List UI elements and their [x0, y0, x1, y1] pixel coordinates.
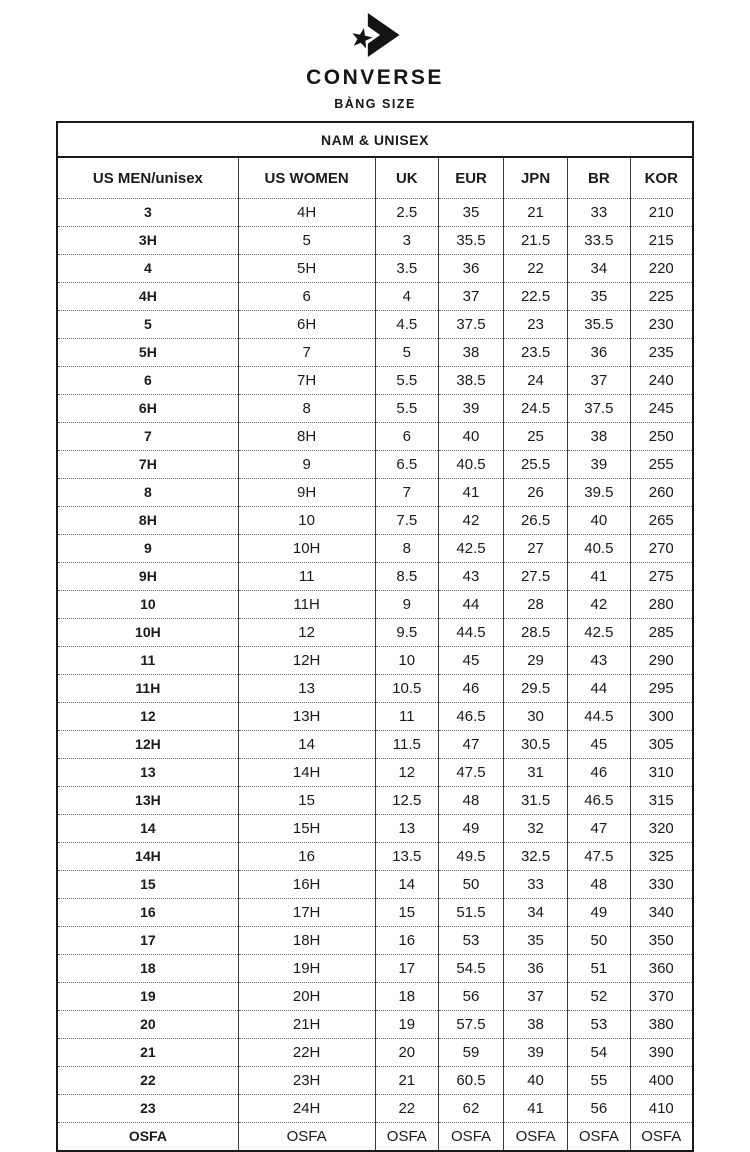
table-cell: 20 — [57, 1011, 238, 1039]
table-cell: 8H — [238, 423, 375, 451]
table-cell: 22.5 — [503, 283, 567, 311]
table-cell: 21 — [503, 199, 567, 227]
table-cell: 39.5 — [568, 479, 630, 507]
table-cell: 11 — [238, 563, 375, 591]
size-table-body — [57, 199, 693, 1152]
table-cell: 34 — [568, 255, 630, 283]
table-cell: 51.5 — [439, 899, 504, 927]
table-cell: 5 — [375, 339, 439, 367]
table-cell: 56 — [439, 983, 504, 1011]
table-cell: 43 — [568, 647, 630, 675]
table-cell: 33 — [503, 871, 567, 899]
table-cell: 300 — [630, 703, 693, 731]
table-cell: 9H — [57, 563, 238, 591]
table-cell: 37.5 — [439, 311, 504, 339]
table-cell: 27 — [503, 535, 567, 563]
table-row — [57, 675, 693, 703]
table-cell: 10H — [238, 535, 375, 563]
table-cell: 13 — [375, 815, 439, 843]
table-cell: 56 — [568, 1095, 630, 1123]
table-cell: 44 — [439, 591, 504, 619]
table-cell: 50 — [568, 927, 630, 955]
table-cell: 12 — [375, 759, 439, 787]
table-cell: 53 — [568, 1011, 630, 1039]
table-cell: 305 — [630, 731, 693, 759]
table-cell: 28.5 — [503, 619, 567, 647]
table-cell: 18 — [375, 983, 439, 1011]
table-cell: 22 — [503, 255, 567, 283]
table-cell: 60.5 — [439, 1067, 504, 1095]
column-header-us-women: US WOMEN — [238, 157, 375, 199]
table-row — [57, 535, 693, 563]
table-cell: 4 — [57, 255, 238, 283]
table-cell: 51 — [568, 955, 630, 983]
table-cell: 24.5 — [503, 395, 567, 423]
table-cell: 16H — [238, 871, 375, 899]
table-cell: 11 — [57, 647, 238, 675]
table-cell: 6 — [57, 367, 238, 395]
table-cell: 35.5 — [568, 311, 630, 339]
table-cell: 13H — [57, 787, 238, 815]
table-cell: 9 — [375, 591, 439, 619]
table-row — [57, 507, 693, 535]
table-cell: 370 — [630, 983, 693, 1011]
table-row — [57, 1011, 693, 1039]
table-cell: 13 — [238, 675, 375, 703]
table-cell: 5H — [57, 339, 238, 367]
table-cell: 46.5 — [568, 787, 630, 815]
table-cell: 325 — [630, 843, 693, 871]
table-cell: 280 — [630, 591, 693, 619]
table-cell: 23H — [238, 1067, 375, 1095]
table-cell: 14 — [57, 815, 238, 843]
table-cell: 210 — [630, 199, 693, 227]
table-row — [57, 927, 693, 955]
table-cell: 7 — [238, 339, 375, 367]
table-cell: 3.5 — [375, 255, 439, 283]
table-cell: 3 — [57, 199, 238, 227]
table-cell: 310 — [630, 759, 693, 787]
table-cell: 40 — [439, 423, 504, 451]
table-cell: 49.5 — [439, 843, 504, 871]
table-cell: 38 — [503, 1011, 567, 1039]
table-cell: 360 — [630, 955, 693, 983]
table-cell: 19 — [57, 983, 238, 1011]
table-cell: 14H — [238, 759, 375, 787]
table-cell: 9H — [238, 479, 375, 507]
table-cell: 330 — [630, 871, 693, 899]
table-cell: 44.5 — [568, 703, 630, 731]
table-cell: 21 — [57, 1039, 238, 1067]
table-cell: 8 — [375, 535, 439, 563]
table-cell: 46 — [568, 759, 630, 787]
table-cell: 7H — [57, 451, 238, 479]
table-cell: 18H — [238, 927, 375, 955]
table-row — [57, 731, 693, 759]
table-row — [57, 843, 693, 871]
table-cell: 54 — [568, 1039, 630, 1067]
table-cell: 38 — [568, 423, 630, 451]
table-cell: 12H — [57, 731, 238, 759]
table-row — [57, 423, 693, 451]
table-cell: 13 — [57, 759, 238, 787]
table-cell: 35 — [503, 927, 567, 955]
table-cell: 37 — [568, 367, 630, 395]
table-cell: 270 — [630, 535, 693, 563]
table-cell: 59 — [439, 1039, 504, 1067]
table-cell: 5 — [238, 227, 375, 255]
table-cell: 43 — [439, 563, 504, 591]
table-cell: 25 — [503, 423, 567, 451]
table-cell: 20H — [238, 983, 375, 1011]
table-row — [57, 395, 693, 423]
table-cell: 9 — [238, 451, 375, 479]
table-cell: 6H — [57, 395, 238, 423]
table-cell: 37.5 — [568, 395, 630, 423]
size-table — [56, 121, 694, 1152]
table-cell: 30 — [503, 703, 567, 731]
table-cell: 48 — [439, 787, 504, 815]
table-row — [57, 451, 693, 479]
table-cell: 290 — [630, 647, 693, 675]
table-cell: 39 — [568, 451, 630, 479]
table-cell: 215 — [630, 227, 693, 255]
table-row — [57, 759, 693, 787]
table-cell: 15 — [57, 871, 238, 899]
table-cell: OSFA — [57, 1123, 238, 1152]
table-cell: 17 — [375, 955, 439, 983]
table-cell: 41 — [503, 1095, 567, 1123]
table-cell: OSFA — [439, 1123, 504, 1152]
table-cell: 315 — [630, 787, 693, 815]
table-cell: 15H — [238, 815, 375, 843]
table-cell: 38 — [439, 339, 504, 367]
table-cell: 22 — [57, 1067, 238, 1095]
table-row — [57, 1123, 693, 1152]
table-cell: 11H — [57, 675, 238, 703]
table-cell: 3 — [375, 227, 439, 255]
table-cell: 12 — [57, 703, 238, 731]
table-cell: 14H — [57, 843, 238, 871]
table-title-row — [57, 122, 693, 157]
table-cell: 34 — [503, 899, 567, 927]
table-row — [57, 871, 693, 899]
table-row — [57, 199, 693, 227]
table-cell: 5H — [238, 255, 375, 283]
table-cell: 40.5 — [568, 535, 630, 563]
table-cell: OSFA — [568, 1123, 630, 1152]
table-cell: 17H — [238, 899, 375, 927]
table-cell: 23 — [57, 1095, 238, 1123]
table-cell: OSFA — [375, 1123, 439, 1152]
table-cell: 23 — [503, 311, 567, 339]
table-row — [57, 983, 693, 1011]
table-cell: 16 — [238, 843, 375, 871]
table-cell: 7H — [238, 367, 375, 395]
table-row — [57, 283, 693, 311]
table-cell: 7.5 — [375, 507, 439, 535]
table-cell: 30.5 — [503, 731, 567, 759]
table-cell: 62 — [439, 1095, 504, 1123]
table-cell: 33 — [568, 199, 630, 227]
table-cell: 7 — [375, 479, 439, 507]
table-row — [57, 1039, 693, 1067]
table-cell: 39 — [439, 395, 504, 423]
table-cell: 18 — [57, 955, 238, 983]
table-cell: 260 — [630, 479, 693, 507]
table-cell: 350 — [630, 927, 693, 955]
table-cell: 245 — [630, 395, 693, 423]
table-cell: 45 — [439, 647, 504, 675]
table-cell: 24H — [238, 1095, 375, 1123]
table-cell: 4 — [375, 283, 439, 311]
table-cell: 13H — [238, 703, 375, 731]
table-cell: 10 — [375, 647, 439, 675]
table-cell: 4.5 — [375, 311, 439, 339]
table-cell: 2.5 — [375, 199, 439, 227]
table-cell: 285 — [630, 619, 693, 647]
table-cell: 9 — [57, 535, 238, 563]
table-cell: 32 — [503, 815, 567, 843]
table-cell: 250 — [630, 423, 693, 451]
column-header-eur: EUR — [439, 157, 504, 199]
table-cell: 47.5 — [568, 843, 630, 871]
converse-star-chevron-icon — [342, 12, 408, 58]
table-cell: 6.5 — [375, 451, 439, 479]
table-cell: 41 — [568, 563, 630, 591]
table-cell: 8.5 — [375, 563, 439, 591]
table-cell: 5 — [57, 311, 238, 339]
table-cell: 6 — [375, 423, 439, 451]
table-row — [57, 255, 693, 283]
table-cell: 22 — [375, 1095, 439, 1123]
table-cell: 225 — [630, 283, 693, 311]
table-cell: 47 — [439, 731, 504, 759]
table-row — [57, 339, 693, 367]
table-cell: 380 — [630, 1011, 693, 1039]
table-row — [57, 479, 693, 507]
table-cell: 220 — [630, 255, 693, 283]
table-cell: 54.5 — [439, 955, 504, 983]
table-cell: 21H — [238, 1011, 375, 1039]
table-cell: 40 — [568, 507, 630, 535]
table-cell: 390 — [630, 1039, 693, 1067]
table-cell: 15 — [238, 787, 375, 815]
table-row — [57, 647, 693, 675]
table-cell: 21 — [375, 1067, 439, 1095]
table-cell: 12.5 — [375, 787, 439, 815]
column-header-kor: KOR — [630, 157, 693, 199]
table-cell: 14 — [238, 731, 375, 759]
table-row — [57, 1095, 693, 1123]
table-cell: 49 — [439, 815, 504, 843]
table-cell: 5.5 — [375, 395, 439, 423]
table-cell: 8H — [57, 507, 238, 535]
table-cell: 57.5 — [439, 1011, 504, 1039]
table-cell: 10 — [238, 507, 375, 535]
table-cell: 255 — [630, 451, 693, 479]
table-cell: 8 — [238, 395, 375, 423]
table-row — [57, 955, 693, 983]
table-cell: 4H — [238, 199, 375, 227]
table-cell: 240 — [630, 367, 693, 395]
table-cell: 35.5 — [439, 227, 504, 255]
table-cell: 13.5 — [375, 843, 439, 871]
table-cell: 47 — [568, 815, 630, 843]
table-cell: 16 — [57, 899, 238, 927]
table-cell: 38.5 — [439, 367, 504, 395]
table-cell: 40.5 — [439, 451, 504, 479]
table-cell: 16 — [375, 927, 439, 955]
table-cell: 39 — [503, 1039, 567, 1067]
table-cell: 37 — [503, 983, 567, 1011]
table-cell: 6 — [238, 283, 375, 311]
table-cell: 4H — [57, 283, 238, 311]
column-header-uk: UK — [375, 157, 439, 199]
table-title: NAM & UNISEX — [57, 122, 693, 157]
table-cell: 42 — [439, 507, 504, 535]
table-cell: 17 — [57, 927, 238, 955]
table-cell: 8 — [57, 479, 238, 507]
table-cell: 5.5 — [375, 367, 439, 395]
column-header-us-men: US MEN/unisex — [92, 170, 203, 187]
table-cell: 19 — [375, 1011, 439, 1039]
table-cell: 14 — [375, 871, 439, 899]
table-cell: 11H — [238, 591, 375, 619]
table-cell: 265 — [630, 507, 693, 535]
table-cell: 35 — [439, 199, 504, 227]
table-cell: 20 — [375, 1039, 439, 1067]
table-row — [57, 367, 693, 395]
table-cell: 35 — [568, 283, 630, 311]
table-cell: 31 — [503, 759, 567, 787]
table-cell: 22H — [238, 1039, 375, 1067]
table-cell: 15 — [375, 899, 439, 927]
table-row — [57, 563, 693, 591]
table-cell: 31.5 — [503, 787, 567, 815]
table-cell: 23.5 — [503, 339, 567, 367]
table-row — [57, 311, 693, 339]
table-cell: 44.5 — [439, 619, 504, 647]
table-cell: 340 — [630, 899, 693, 927]
page-subtitle: BẢNG SIZE — [334, 97, 416, 111]
column-header-br: BR — [568, 157, 630, 199]
table-cell: 10.5 — [375, 675, 439, 703]
page-header — [0, 0, 750, 111]
table-cell: 19H — [238, 955, 375, 983]
table-cell: 275 — [630, 563, 693, 591]
table-cell: OSFA — [503, 1123, 567, 1152]
table-cell: 44 — [568, 675, 630, 703]
table-cell: OSFA — [630, 1123, 693, 1152]
table-row — [57, 619, 693, 647]
table-cell: 41 — [439, 479, 504, 507]
table-cell: 21.5 — [503, 227, 567, 255]
table-cell: 28 — [503, 591, 567, 619]
table-cell: 46 — [439, 675, 504, 703]
table-row — [57, 899, 693, 927]
table-cell: 7 — [57, 423, 238, 451]
table-cell: 52 — [568, 983, 630, 1011]
table-cell: 295 — [630, 675, 693, 703]
table-row — [57, 815, 693, 843]
table-cell: 9.5 — [375, 619, 439, 647]
table-row — [57, 227, 693, 255]
table-cell: 47.5 — [439, 759, 504, 787]
table-cell: 42.5 — [439, 535, 504, 563]
brand-name: CONVERSE — [306, 66, 444, 89]
table-cell: 36 — [568, 339, 630, 367]
table-cell: 27.5 — [503, 563, 567, 591]
table-cell: OSFA — [238, 1123, 375, 1152]
table-cell: 36 — [439, 255, 504, 283]
table-row — [57, 1067, 693, 1095]
table-cell: 45 — [568, 731, 630, 759]
table-cell: 49 — [568, 899, 630, 927]
table-cell: 37 — [439, 283, 504, 311]
table-cell: 12 — [238, 619, 375, 647]
table-cell: 24 — [503, 367, 567, 395]
table-row — [57, 703, 693, 731]
table-cell: 42 — [568, 591, 630, 619]
table-cell: 235 — [630, 339, 693, 367]
table-cell: 12H — [238, 647, 375, 675]
table-cell: 26.5 — [503, 507, 567, 535]
table-cell: 25.5 — [503, 451, 567, 479]
table-cell: 46.5 — [439, 703, 504, 731]
table-cell: 29 — [503, 647, 567, 675]
column-header-row — [57, 157, 693, 199]
table-cell: 42.5 — [568, 619, 630, 647]
table-cell: 32.5 — [503, 843, 567, 871]
table-cell: 53 — [439, 927, 504, 955]
table-cell: 10H — [57, 619, 238, 647]
table-cell: 410 — [630, 1095, 693, 1123]
table-cell: 11 — [375, 703, 439, 731]
table-cell: 6H — [238, 311, 375, 339]
table-cell: 48 — [568, 871, 630, 899]
table-cell: 55 — [568, 1067, 630, 1095]
table-cell: 26 — [503, 479, 567, 507]
table-cell: 29.5 — [503, 675, 567, 703]
table-cell: 40 — [503, 1067, 567, 1095]
table-cell: 36 — [503, 955, 567, 983]
table-cell: 10 — [57, 591, 238, 619]
table-row — [57, 787, 693, 815]
column-header-jpn: JPN — [503, 157, 567, 199]
table-cell: 320 — [630, 815, 693, 843]
table-cell: 33.5 — [568, 227, 630, 255]
table-cell: 3H — [57, 227, 238, 255]
table-cell: 50 — [439, 871, 504, 899]
table-cell: 11.5 — [375, 731, 439, 759]
table-cell: 230 — [630, 311, 693, 339]
table-cell: 400 — [630, 1067, 693, 1095]
table-row — [57, 591, 693, 619]
